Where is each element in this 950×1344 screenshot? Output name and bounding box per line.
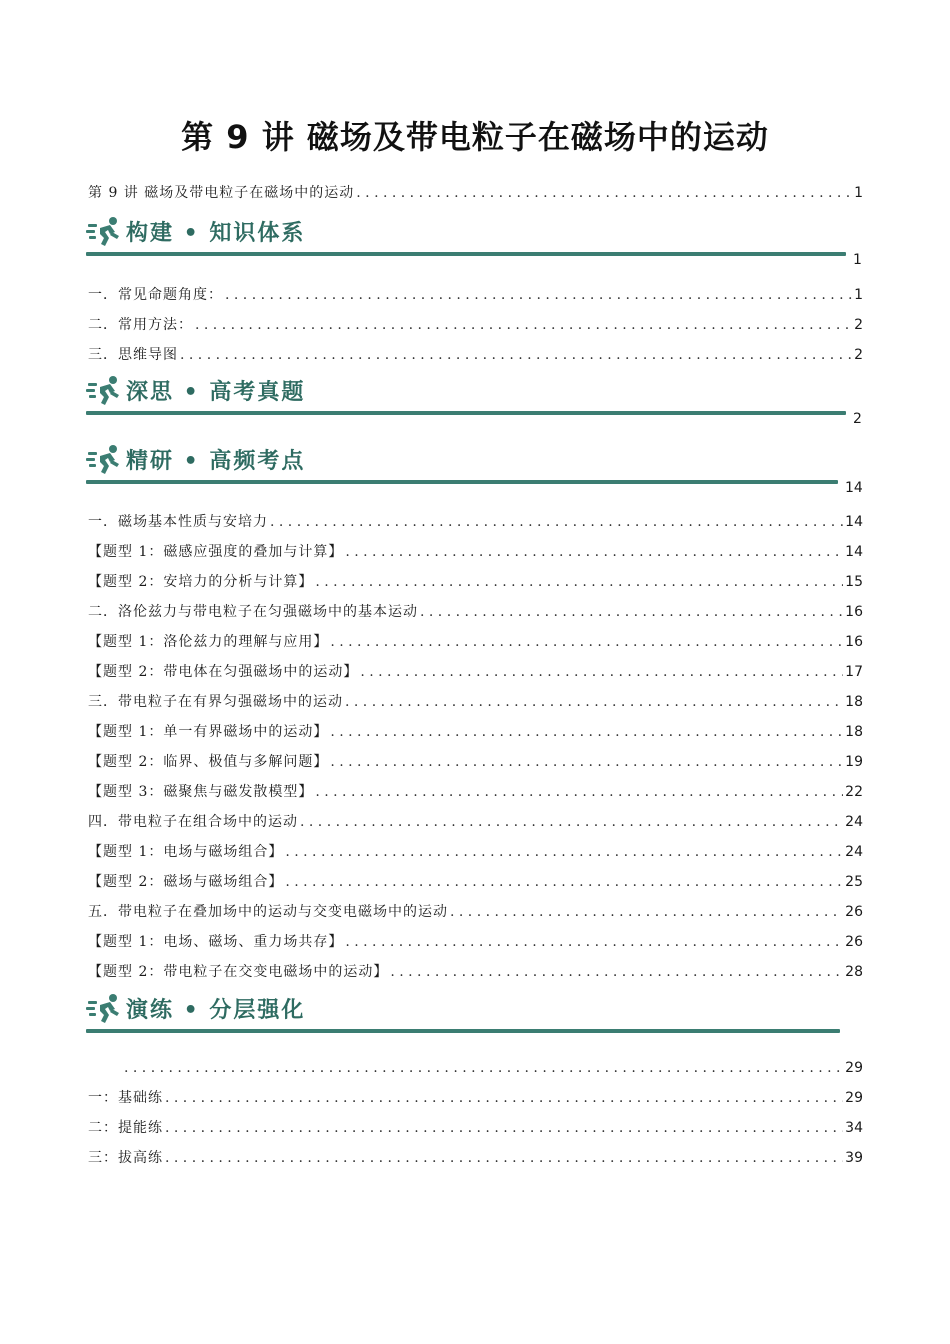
toc-entry-page: 14 [845, 514, 863, 530]
leader-dots [300, 813, 843, 831]
toc-entry-label: 三：拔高练 [88, 1150, 163, 1166]
toc-entry[interactable] [88, 927, 863, 951]
page-title: 第 9 讲 磁场及带电粒子在磁场中的运动 [181, 118, 769, 156]
toc-entry[interactable] [88, 627, 863, 651]
toc-entry[interactable] [88, 1113, 863, 1137]
toc-entry-label: 二．常用方法： [88, 317, 193, 333]
toc-entry[interactable] [88, 567, 863, 591]
toc-entry-page: 18 [845, 694, 863, 710]
toc-entry[interactable] [88, 537, 863, 561]
toc-entry-page: 16 [845, 604, 863, 620]
toc-entry[interactable] [88, 867, 863, 891]
toc-entry-label: 【题型 1：洛伦兹力的理解与应用】 [88, 634, 329, 650]
leader-dots [356, 184, 852, 202]
leader-dots [330, 723, 843, 741]
section-title: 构建 • 知识体系 [126, 221, 306, 246]
toc-entry-page: 14 [845, 544, 863, 560]
toc-entry[interactable] [88, 597, 863, 621]
section-divider [86, 411, 846, 415]
toc-entry[interactable] [88, 777, 863, 801]
toc-entry-page: 15 [845, 574, 863, 590]
toc-entry-label: 三．带电粒子在有界匀强磁场中的运动 [88, 694, 343, 710]
leader-dots [345, 693, 843, 711]
toc-entry[interactable] [88, 1143, 863, 1167]
toc-entry-label: 二：提能练 [88, 1120, 163, 1136]
toc-entry-label: 【题型 3：磁聚焦与磁发散模型】 [88, 784, 314, 800]
toc-entry-label: 第 9 讲 磁场及带电粒子在磁场中的运动 [88, 185, 355, 201]
toc-entry-page: 18 [845, 724, 863, 740]
toc-entry-label: 【题型 1：电场与磁场组合】 [88, 844, 284, 860]
toc-entry-label: 【题型 1：单一有界磁场中的运动】 [88, 724, 329, 740]
toc-entry-label: 【题型 1：磁感应强度的叠加与计算】 [88, 544, 344, 560]
leader-dots [180, 346, 852, 364]
section-header-knowledge [86, 216, 846, 256]
toc-entry-page: 17 [845, 664, 863, 680]
leader-dots [195, 316, 852, 334]
toc-entry-label: 四．带电粒子在组合场中的运动 [88, 814, 298, 830]
toc-entry-page: 1 [854, 287, 863, 303]
toc-entry-label: 一．常见命题角度： [88, 287, 223, 303]
toc-entry-label: 三．思维导图 [88, 347, 178, 363]
toc-entry-label: 二．洛伦兹力与带电粒子在匀强磁场中的基本运动 [88, 604, 418, 620]
toc-entry[interactable] [88, 717, 863, 741]
leader-dots [285, 843, 843, 861]
toc-entry-page: 29 [845, 1060, 863, 1076]
toc-entry-label: 五．带电粒子在叠加场中的运动与交变电磁场中的运动 [88, 904, 448, 920]
toc-entry-page: 39 [845, 1150, 863, 1166]
toc-entry-page: 16 [845, 634, 863, 650]
toc-entry-page: 2 [854, 347, 863, 363]
section-title: 深思 • 高考真题 [126, 380, 306, 405]
runner-icon [86, 444, 122, 476]
section-divider [86, 1029, 840, 1033]
toc-entry[interactable] [88, 687, 863, 711]
leader-dots [165, 1149, 843, 1167]
leader-dots [315, 783, 843, 801]
toc-entry-page: 1 [854, 185, 863, 201]
leader-dots [450, 903, 843, 921]
runner-icon [86, 216, 122, 248]
leader-dots [315, 573, 843, 591]
toc-entry-page: 34 [845, 1120, 863, 1136]
toc-entry[interactable] [88, 340, 863, 364]
toc-entry-label: 【题型 2：安培力的分析与计算】 [88, 574, 314, 590]
leader-dots [330, 633, 843, 651]
toc-entry-page: 29 [845, 1090, 863, 1106]
toc-entry-label: 【题型 1：电场、磁场、重力场共存】 [88, 934, 344, 950]
section-header-practice [86, 993, 846, 1033]
leader-dots [345, 543, 843, 561]
section-divider [86, 480, 838, 484]
toc-entry[interactable] [88, 897, 863, 921]
leader-dots [420, 603, 843, 621]
toc-entry-page: 2 [854, 317, 863, 333]
toc-entry-label: 一：基础练 [88, 1090, 163, 1106]
toc-entry-section-page[interactable] [122, 1053, 863, 1077]
section-title: 演练 • 分层强化 [126, 998, 306, 1023]
toc-entry[interactable] [88, 1083, 863, 1107]
toc-entry[interactable] [88, 507, 863, 531]
section-divider [86, 252, 846, 256]
leader-dots [225, 286, 852, 304]
toc-entry-label: 【题型 2：临界、极值与多解问题】 [88, 754, 329, 770]
toc-entry[interactable] [88, 310, 863, 334]
leader-dots [330, 753, 843, 771]
toc-entry-lecture[interactable] [88, 178, 863, 202]
toc-entry[interactable] [88, 957, 863, 981]
toc-entry-label: 一．磁场基本性质与安培力 [88, 514, 268, 530]
runner-icon [86, 993, 122, 1025]
toc-entry-page: 26 [845, 934, 863, 950]
leader-dots [124, 1059, 843, 1077]
toc-entry[interactable] [88, 807, 863, 831]
toc-entry-page: 22 [845, 784, 863, 800]
toc-entry[interactable] [88, 280, 863, 304]
toc-entry-label: 【题型 2：带电体在匀强磁场中的运动】 [88, 664, 359, 680]
toc-entry-page: 24 [845, 844, 863, 860]
toc-entry-page: 28 [845, 964, 863, 980]
leader-dots [285, 873, 843, 891]
leader-dots [360, 663, 843, 681]
section-header-topics [86, 444, 846, 484]
toc-entry[interactable] [88, 657, 863, 681]
section-title: 精研 • 高频考点 [126, 449, 306, 474]
leader-dots [270, 513, 843, 531]
leader-dots [165, 1089, 843, 1107]
leader-dots [390, 963, 843, 981]
section-page: 1 [853, 252, 862, 268]
toc-entry-page: 24 [845, 814, 863, 830]
section-header-exams [86, 375, 846, 415]
toc-entry-page: 25 [845, 874, 863, 890]
toc-entry-label: 【题型 2：带电粒子在交变电磁场中的运动】 [88, 964, 389, 980]
runner-icon [86, 375, 122, 407]
leader-dots [345, 933, 843, 951]
toc-entry[interactable] [88, 747, 863, 771]
section-page: 14 [845, 480, 863, 496]
toc-entry-label: 【题型 2：磁场与磁场组合】 [88, 874, 284, 890]
section-page: 2 [853, 411, 862, 427]
leader-dots [165, 1119, 843, 1137]
toc-entry-page: 19 [845, 754, 863, 770]
toc-entry[interactable] [88, 837, 863, 861]
toc-entry-page: 26 [845, 904, 863, 920]
